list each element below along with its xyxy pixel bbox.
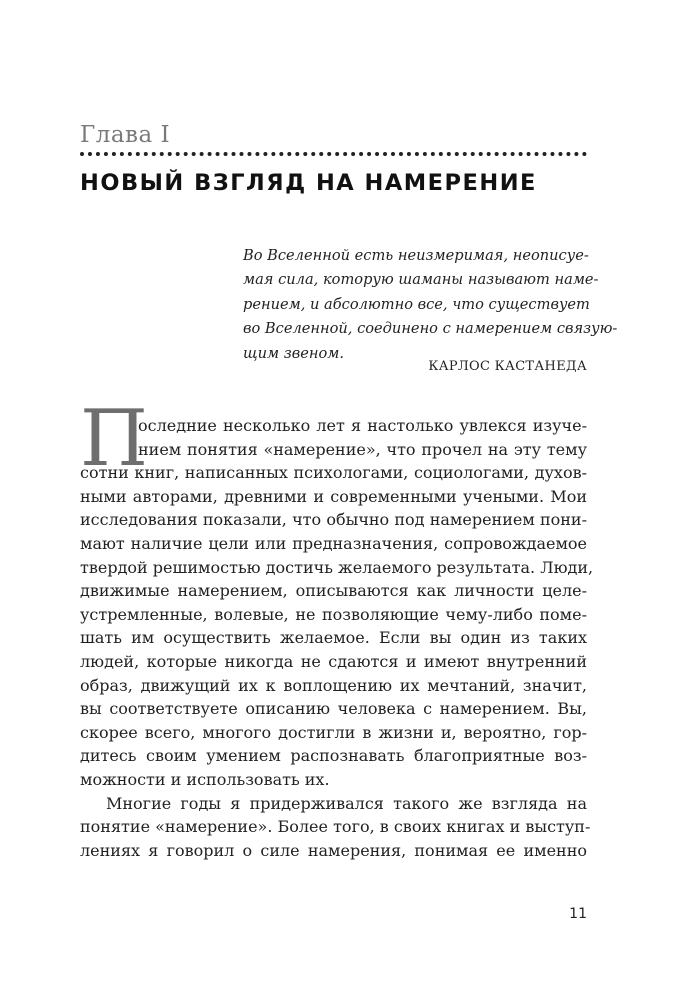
epigraph-line: рением, и абсолютно все, что существует	[243, 295, 590, 313]
paragraph-line: Многие годы я придерживался такого же взгляда на	[106, 793, 587, 813]
paragraph-line: скорее всего, многого достигли в жизни и, вероятно, гор-	[80, 722, 587, 742]
paragraph-line: движимые намерением, описываются как личности целе-	[80, 581, 587, 601]
paragraph-line: нием понятия «намерение», что прочел на эту тему	[138, 439, 587, 459]
paragraph-line: людей, которые никогда не сдаются и имеют внутренний	[80, 651, 587, 671]
paragraph-line: шать им осуществить желаемое. Если вы один из таких	[80, 628, 587, 648]
epigraph-line: во Вселенной, соединено с намерением связую-	[243, 320, 618, 338]
paragraph-line: твердой решимостью достичь желаемого результата. Люди,	[80, 557, 594, 577]
paragraph-line: оследние несколько лет я настолько увлекся изуче-	[138, 416, 587, 435]
page-number: 11	[569, 906, 587, 922]
epigraph-line: Во Вселенной есть неизмеримая, неописуе-	[243, 247, 589, 264]
epigraph-line: мая сила, которую шаманы называют наме-	[243, 271, 599, 289]
paragraph-line: мают наличие цели или предназначения, сопровождаемое	[80, 533, 587, 553]
paragraph-line: образ, движущий их к воплощению их мечтаний, значит,	[80, 675, 587, 695]
chapter-title: НОВЫЙ ВЗГЛЯД НА НАМЕРЕНИЕ	[80, 170, 537, 196]
paragraph-line: исследования показали, что обычно под намерением пони-	[80, 510, 587, 530]
epigraph-quote	[243, 244, 618, 366]
paragraph-line: понятие «намерение». Более того, в своих книгах и выступ-	[80, 817, 591, 837]
paragraph-line: ными авторами, древними и современными учеными. Мои	[80, 486, 587, 506]
dotted-divider	[80, 152, 587, 156]
paragraph-line: сотни книг, написанных психологами, социологами, духов-	[80, 463, 587, 483]
chapter-label: Глава I	[80, 122, 171, 148]
paragraph-line: можности и использовать их.	[80, 769, 330, 789]
body-text	[80, 414, 594, 862]
drop-cap: П	[80, 394, 149, 484]
paragraph-line: лениях я говорил о силе намерения, понимая ее именно	[80, 840, 587, 860]
paragraph-line: дитесь своим умением распознавать благоприятные воз-	[80, 746, 587, 766]
paragraph-line: вы соответствуете описанию человека с намерением. Вы,	[80, 699, 587, 719]
paragraph-line: устремленные, волевые, не позволяющие чему-либо поме-	[80, 604, 587, 624]
epigraph-line: щим звеном.	[243, 344, 344, 362]
epigraph-author: КАРЛОС КАСТАНЕДА	[428, 359, 587, 374]
